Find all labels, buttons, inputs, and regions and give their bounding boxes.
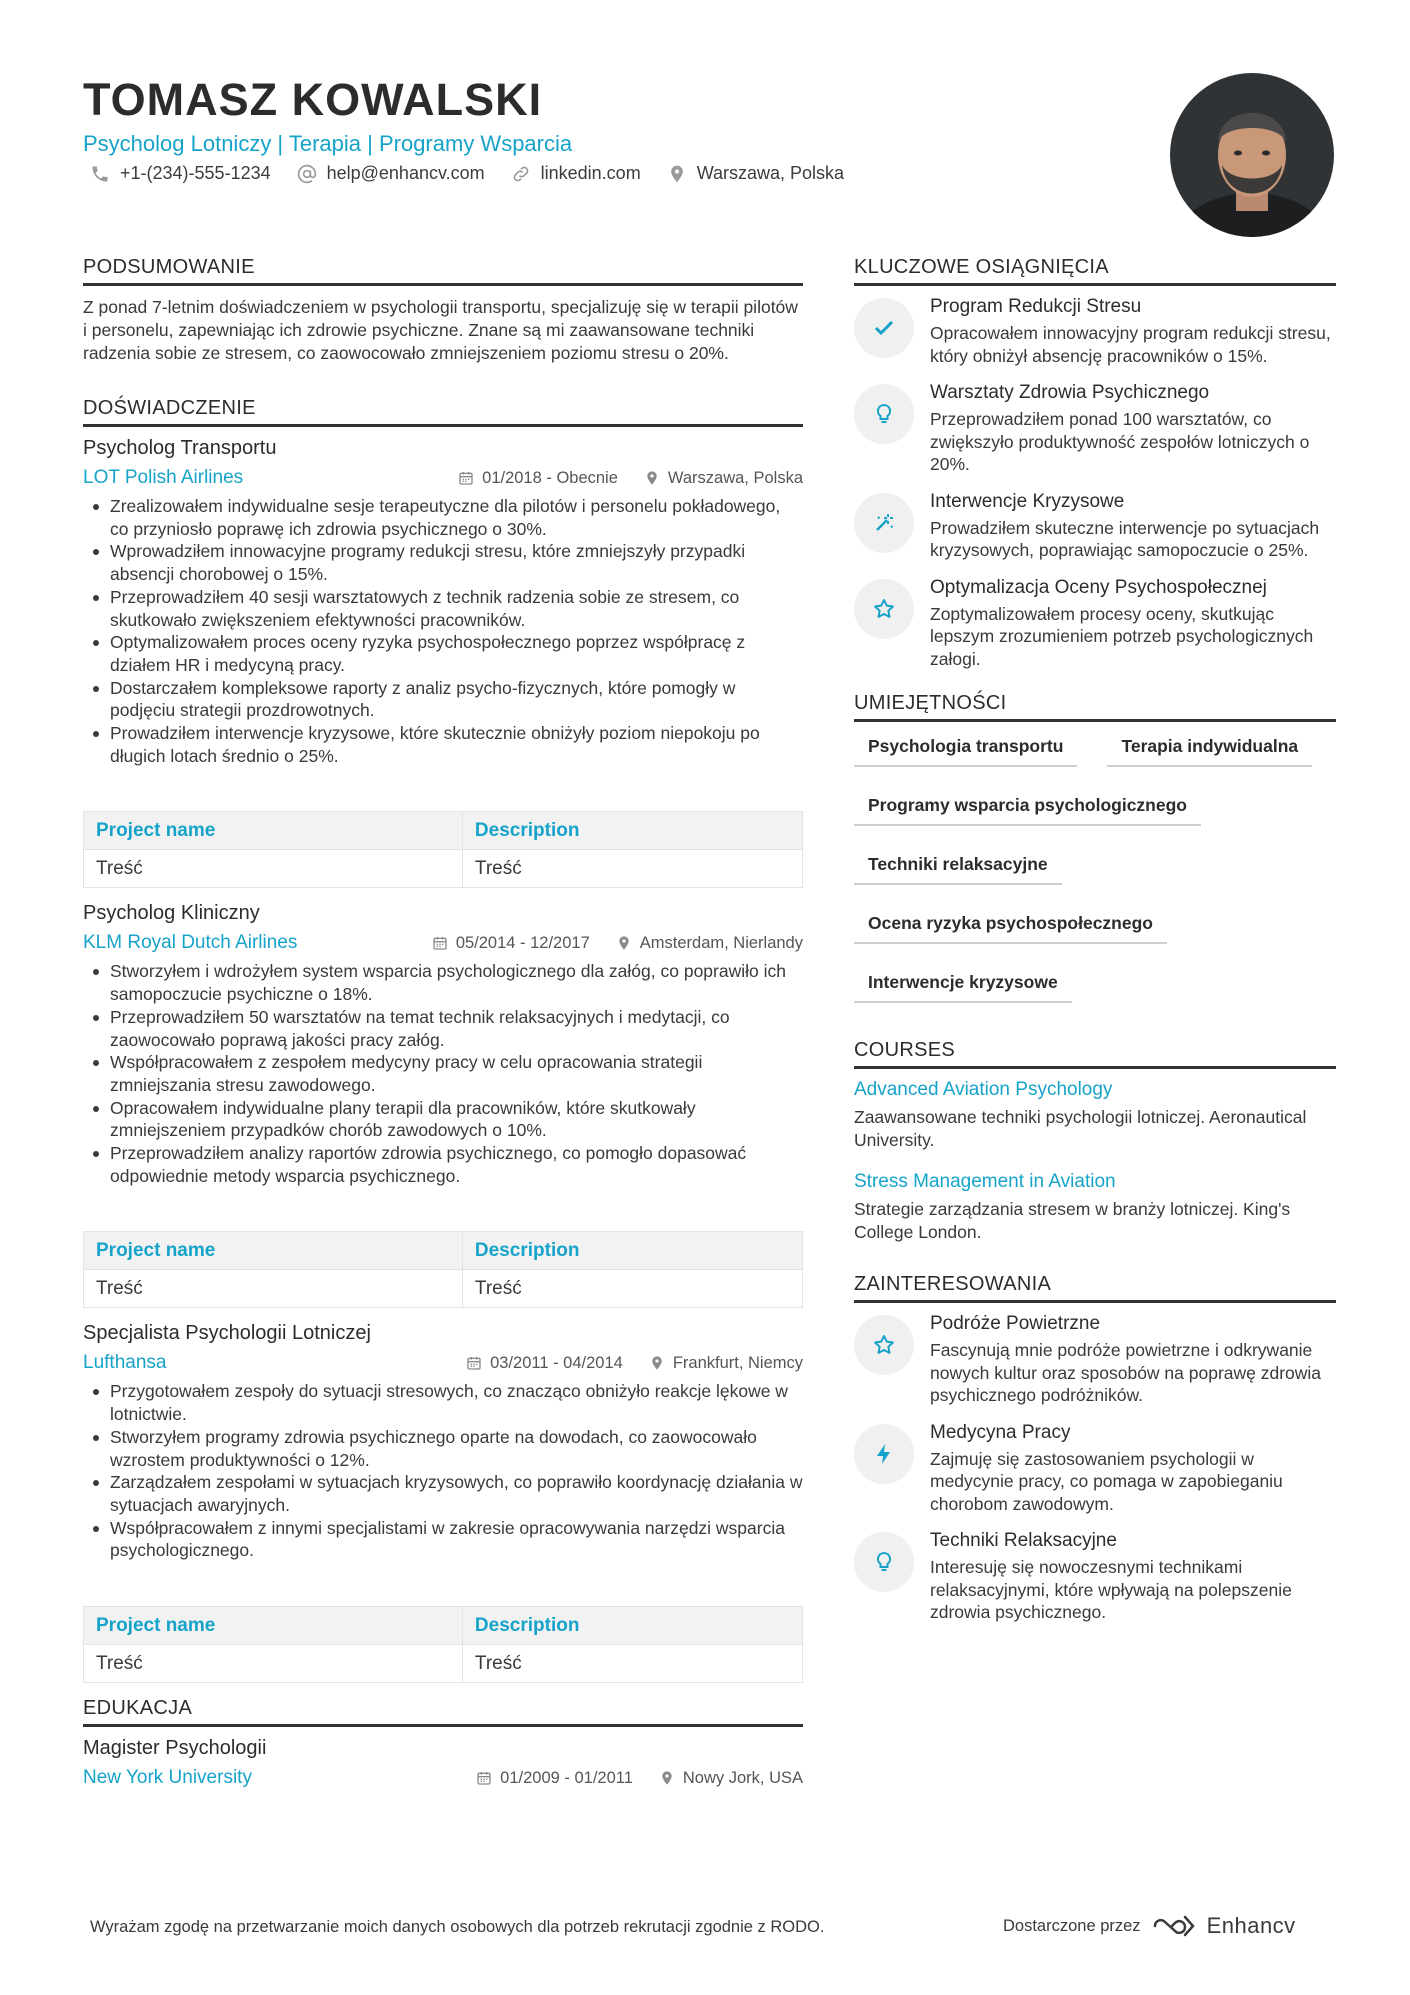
- table-cell: Treść: [84, 1645, 463, 1683]
- table-header-description: Description: [462, 1607, 802, 1645]
- table-header-description: Description: [462, 812, 802, 850]
- phone-text: +1-(234)-555-1234: [120, 163, 271, 183]
- job-bullets: [83, 960, 803, 1187]
- bullet-item: Wprowadziłem innowacyjne programy redukcji stresu, które zmniejszyły przypadki absencji chorobowej o 15%.: [83, 540, 803, 585]
- lightning-icon: [872, 1442, 896, 1466]
- skill-tag: Psychologia transportu: [854, 732, 1077, 767]
- contact-email[interactable]: [297, 163, 485, 184]
- course-item: [854, 1079, 1336, 1151]
- achievements-heading: KLUCZOWE OSIĄGNIĘCIA: [854, 256, 1336, 286]
- course-title: Advanced Aviation Psychology: [854, 1079, 1113, 1100]
- achievement-desc: Przeprowadziłem ponad 100 warsztatów, co zwiększyło produktywność zespołów lotniczych o 20%.: [930, 409, 1310, 474]
- calendar-icon: [466, 1355, 482, 1371]
- achievement-title: Program Redukcji Stresu: [930, 296, 1142, 317]
- contact-linkedin[interactable]: [511, 163, 641, 184]
- table-header-project: Project name: [84, 1607, 463, 1645]
- skill-tag: Terapia indywidualna: [1107, 732, 1312, 767]
- job-role: Specjalista Psychologii Lotniczej: [83, 1322, 371, 1345]
- interest-title: Techniki Relaksacyjne: [930, 1530, 1117, 1551]
- email-text: help@enhancv.com: [326, 163, 485, 183]
- interest-icon-wrap: [854, 1532, 914, 1592]
- skill-tag: Interwencje kryzysowe: [854, 968, 1072, 1003]
- interest-title: Podróże Powietrzne: [930, 1313, 1101, 1334]
- education-entry: [83, 1737, 803, 1789]
- interest-icon-wrap: [854, 1315, 914, 1375]
- consent-note: Wyrażam zgodę na przetwarzanie moich danych osobowych dla potrzeb rekrutacji zgodnie z RODO.: [90, 1918, 825, 1936]
- interest-icon-wrap: [854, 1424, 914, 1484]
- right-column: [854, 256, 1336, 1639]
- job-entry: [83, 902, 803, 1308]
- contact-location: [667, 163, 844, 184]
- bullet-item: Stworzyłem i wdrożyłem system wsparcia psychologicznego dla załóg, co poprawiło ich samopoczucie psychiczne o 18%.: [83, 960, 803, 1005]
- table-cell: Treść: [462, 850, 802, 888]
- job-bullets: [83, 1380, 803, 1562]
- job-location: Warszawa, Polska: [667, 468, 803, 487]
- brand-name: Enhancv: [1206, 1913, 1296, 1938]
- education-school: New York University: [83, 1767, 252, 1789]
- courses-heading: COURSES: [854, 1039, 1336, 1069]
- project-table: [83, 1231, 803, 1308]
- lightbulb-icon: [872, 1550, 896, 1574]
- table-cell: Treść: [84, 1270, 463, 1308]
- calendar-icon: [432, 935, 448, 951]
- table-cell: Treść: [462, 1645, 802, 1683]
- interests-heading: ZAINTERESOWANIA: [854, 1273, 1336, 1303]
- achievement-item: [854, 491, 1336, 562]
- link-icon: [511, 164, 531, 184]
- location-pin-icon: [667, 164, 687, 184]
- achievement-title: Warsztaty Zdrowia Psychicznego: [930, 382, 1210, 403]
- course-desc: Zaawansowane techniki psychologii lotniczej. Aeronautical University.: [854, 1107, 1307, 1150]
- experience-heading: DOŚWIADCZENIE: [83, 397, 803, 427]
- bullet-item: Przeprowadziłem 40 sesji warsztatowych z technik radzenia sobie ze stresem, co skutkowało zwiększeniem efektywności pracowników.: [83, 586, 803, 631]
- check-icon: [872, 316, 896, 340]
- summary-text: Z ponad 7-letnim doświadczeniem w psychologii transportu, specjalizuję się w terapii pilotów i personelu, zapewniając ich zdrowie psychiczne. Znane są mi zaawansowane techniki radzenia sobie ze stresem, co zaowocowało zmniejszeniem poziomu stresu o 20%.: [83, 297, 798, 363]
- achievement-icon-wrap: [854, 298, 914, 358]
- job-company: LOT Polish Airlines: [83, 467, 244, 488]
- bullet-item: Opracowałem indywidualne plany terapii dla pracowników, które skutkowały zmniejszeniem przypadków chorób zawodowych o 10%.: [83, 1097, 803, 1142]
- bullet-item: Przygotowałem zespoły do sytuacji stresowych, co znacząco obniżyło reakcje lękowe w lotnictwie.: [83, 1380, 803, 1425]
- achievement-title: Optymalizacja Oceny Psychospołecznej: [930, 576, 1267, 598]
- job-location: Frankfurt, Niemcy: [672, 1353, 803, 1372]
- bullet-item: Współpracowałem z zespołem medycyny pracy w celu opracowania strategii zmniejszania stresu zawodowego.: [83, 1051, 803, 1096]
- education-degree: Magister Psychologii: [83, 1737, 267, 1760]
- job-bullets: [83, 495, 803, 767]
- star-icon: [872, 1333, 896, 1357]
- job-dates: 05/2014 - 12/2017: [455, 933, 590, 952]
- achievement-desc: Zoptymalizowałem procesy oceny, skutkując lepszym zrozumieniem potrzeb psychologicznych załogi.: [930, 603, 1314, 669]
- achievement-item: [854, 296, 1336, 367]
- bullet-item: Stworzyłem programy zdrowia psychicznego oparte na dowodach, co zaowocowało wzrostem produktywności o 12%.: [83, 1426, 803, 1471]
- skill-tag: Ocena ryzyka psychospołecznego: [854, 909, 1167, 944]
- table-cell: Treść: [84, 850, 463, 888]
- bullet-item: Współpracowałem z innymi specjalistami w zakresie opracowywania narzędzi wsparcia psychologicznego.: [83, 1517, 803, 1562]
- course-title: Stress Management in Aviation: [854, 1171, 1116, 1192]
- bullet-item: Dostarczałem kompleksowe raporty z analiz psycho-fizycznych, które pomogły w podjęciu strategii prozdrowotnych.: [83, 677, 803, 722]
- candidate-subtitle: Psycholog Lotniczy | Terapia | Programy Wsparcia: [83, 131, 573, 156]
- linkedin-text: linkedin.com: [540, 163, 641, 183]
- project-table: [83, 1606, 803, 1683]
- job-location: Amsterdam, Nierlandy: [639, 933, 803, 952]
- skills-list: [854, 732, 1336, 1003]
- job-entry: [83, 1322, 803, 1683]
- location-pin-icon: [616, 935, 632, 951]
- project-table: [83, 811, 803, 888]
- achievement-icon-wrap: [854, 384, 914, 444]
- education-dates: 01/2009 - 01/2011: [500, 1768, 633, 1787]
- course-item: [854, 1171, 1336, 1243]
- achievement-icon-wrap: [854, 579, 914, 639]
- bullet-item: Prowadziłem interwencje kryzysowe, które skutecznie obniżyły poziom niepokoju po długich lotach średnio o 25%.: [83, 722, 803, 767]
- skills-heading: UMIEJĘTNOŚCI: [854, 692, 1336, 722]
- interest-item: [854, 1422, 1336, 1516]
- summary-heading: PODSUMOWANIE: [83, 256, 803, 286]
- location-pin-icon: [649, 1355, 665, 1371]
- powered-by[interactable]: [1003, 1913, 1296, 1939]
- phone-icon: [90, 164, 110, 184]
- job-role: Psycholog Kliniczny: [83, 902, 260, 925]
- enhancv-logo-icon: [1151, 1913, 1197, 1939]
- achievement-icon-wrap: [854, 493, 914, 553]
- interest-desc: Fascynują mnie podróże powietrzne i odkrywanie nowych kultur oraz sposobów na poprawę zdrowia psychicznego podróżników.: [930, 1340, 1322, 1405]
- job-dates: 03/2011 - 04/2014: [490, 1353, 623, 1372]
- star-icon: [872, 597, 896, 621]
- bullet-item: Zarządzałem zespołami w sytuacjach kryzysowych, co poprawiło koordynację działania w sytuacjach awaryjnych.: [83, 1471, 803, 1516]
- job-entry: [83, 437, 803, 888]
- bullet-item: Optymalizowałem proces oceny ryzyka psychospołecznego poprzez współpracę z działem HR i medycyną pracy.: [83, 631, 803, 676]
- candidate-name: TOMASZ KOWALSKI: [83, 74, 543, 125]
- left-column: [83, 256, 803, 1799]
- contact-bar: [90, 163, 844, 184]
- job-company: KLM Royal Dutch Airlines: [83, 932, 298, 954]
- achievement-desc: Opracowałem innowacyjny program redukcji stresu, który obniżył absencję pracowników o 15%.: [930, 323, 1331, 366]
- table-cell: Treść: [462, 1270, 802, 1308]
- magic-wand-icon: [872, 511, 896, 535]
- education-heading: EDUKACJA: [83, 1697, 803, 1727]
- location-pin-icon: [659, 1770, 675, 1786]
- powered-by-label: Dostarczone przez: [1003, 1916, 1141, 1935]
- skill-tag: Techniki relaksacyjne: [854, 850, 1062, 885]
- interest-desc: Zajmuję się zastosowaniem psychologii w medycynie pracy, co pomaga w zapobieganiu chorobom zawodowym.: [930, 1448, 1283, 1514]
- achievement-desc: Prowadziłem skuteczne interwencje po sytuacjach kryzysowych, poprawiając samopoczucie o 25%.: [930, 517, 1320, 560]
- achievement-item: [854, 382, 1336, 476]
- achievement-title: Interwencje Kryzysowe: [930, 490, 1125, 512]
- location-pin-icon: [644, 470, 660, 486]
- job-dates: 01/2018 - Obecnie: [482, 468, 618, 487]
- skill-tag: Programy wsparcia psychologicznego: [854, 791, 1201, 826]
- contact-phone: [90, 163, 271, 184]
- interest-item: [854, 1530, 1336, 1624]
- table-header-project: Project name: [84, 1232, 463, 1270]
- job-company: Lufthansa: [83, 1352, 167, 1374]
- bullet-item: Przeprowadziłem analizy raportów zdrowia psychicznego, co pomogło dopasować odpowiednie metody wsparcia psychicznego.: [83, 1142, 803, 1187]
- profile-photo: [1170, 73, 1334, 237]
- location-text: Warszawa, Polska: [696, 163, 845, 183]
- course-desc: Strategie zarządzania stresem w branży lotniczej. King's College London.: [854, 1199, 1291, 1242]
- education-location: Nowy Jork, USA: [682, 1768, 803, 1787]
- interest-desc: Interesuję się nowoczesnymi technikami relaksacyjnymi, które wpływają na polepszenie zdrowia psychicznego.: [930, 1557, 1292, 1622]
- calendar-icon: [458, 470, 474, 486]
- table-header-description: Description: [462, 1232, 802, 1270]
- interest-title: Medycyna Pracy: [930, 1421, 1071, 1443]
- bullet-item: Przeprowadziłem 50 warsztatów na temat technik relaksacyjnych i medytacji, co zaowocowało poprawą jakości pracy załóg.: [83, 1006, 803, 1051]
- at-icon: [297, 164, 317, 184]
- lightbulb-icon: [872, 402, 896, 426]
- interest-item: [854, 1313, 1336, 1407]
- bullet-item: Zrealizowałem indywidualne sesje terapeutyczne dla pilotów i personelu pokładowego, co przyniosło poprawę ich zdrowia psychicznego o 30%.: [83, 495, 803, 540]
- calendar-icon: [476, 1770, 492, 1786]
- job-role: Psycholog Transportu: [83, 437, 277, 459]
- table-header-project: Project name: [84, 812, 463, 850]
- achievement-item: [854, 577, 1336, 671]
